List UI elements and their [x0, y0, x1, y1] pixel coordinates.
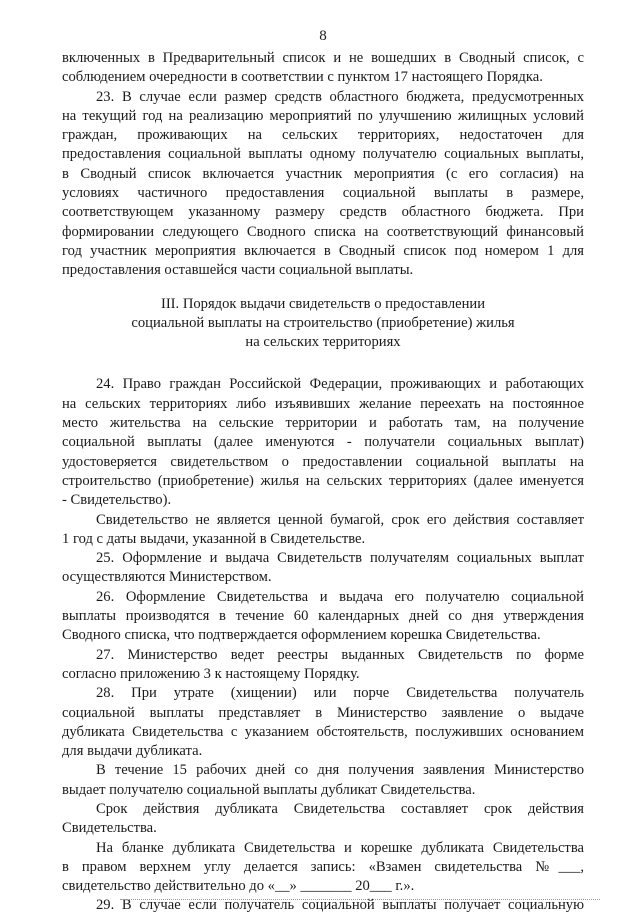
text-line: удостоверяется свидетельством о предоставлении социальной выплаты на: [62, 453, 584, 470]
text-line: условиях частичного предоставления социальной выплаты в размере,: [62, 185, 584, 202]
text-line: место жительства на сельские территории и работать там, на получение: [62, 415, 584, 432]
text-line: дубликата Свидетельства с указанием обстоятельств, послуживших основанием: [62, 723, 584, 740]
text-line: предоставления оставшейся части социальной выплаты.: [62, 262, 414, 279]
text-line: выдает получателю социальной выплаты дубликат Свидетельства.: [62, 781, 476, 798]
text-line: предоставления социальной выплаты одному получателю социальных выплаты,: [62, 146, 584, 163]
paragraph-28-validity: [62, 800, 584, 839]
text-line: Срок действия дубликата Свидетельства составляет срок действия: [96, 800, 584, 817]
paragraph-28-term: [62, 761, 584, 800]
text-line: 26. Оформление Свидетельства и выдача его получателю социальной: [96, 588, 584, 605]
paragraph-24: [62, 375, 584, 510]
text-line: 27. Министерство ведет реестры выданных Свидетельств по форме: [96, 646, 584, 663]
text-line: соблюдением очередности в соответствии с пунктом 17 настоящего Порядка.: [62, 69, 543, 86]
paragraph-23: [62, 88, 584, 281]
text-line: 28. При утрате (хищении) или порче Свидетельства получатель: [96, 685, 584, 702]
text-line: свидетельство действительно до «__» _______ 20___ г.».: [62, 878, 415, 895]
text-line: на текущий год на реализацию мероприятий по улучшению жилищных условий: [62, 107, 584, 124]
text-line: осуществляются Министерством.: [62, 569, 272, 586]
heading-line: на сельских территориях: [245, 334, 401, 351]
text-line: На бланке дубликата Свидетельства и корешке дубликата Свидетельства: [96, 839, 584, 856]
text-line: год участник мероприятия включается в Сводный список под номером 1 для: [62, 242, 584, 259]
paragraph-26: [62, 588, 584, 646]
text-line: для выдачи дубликата.: [62, 743, 203, 760]
text-line: формировании следующего Сводного списка на соответствующий финансовый: [62, 223, 584, 240]
paragraph-27: [62, 646, 584, 685]
text-line: граждан, проживающих на сельских территориях, недостаточен для: [62, 127, 584, 144]
text-line: В течение 15 рабочих дней со дня получения заявления Министерство: [96, 762, 584, 779]
text-line: на сельских территориях либо изъявивших желание переехать на постоянное: [62, 395, 584, 412]
text-line: выплаты производятся в течение 60 календарных дней со дня утверждения: [62, 608, 584, 625]
scan-bottom-edge: [120, 899, 600, 902]
text-line: Свидетельство не является ценной бумагой, срок его действия составляет: [96, 511, 584, 528]
text-line: Свидетельства.: [62, 820, 157, 837]
paragraph-continuation: [62, 49, 584, 88]
text-line: 24. Право граждан Российской Федерации, проживающих и работающих: [96, 376, 584, 393]
text-line: 25. Оформление и выдача Свидетельств получателям социальных выплат: [96, 550, 584, 567]
heading-line: III. Порядок выдачи свидетельств о предоставлении: [160, 295, 486, 312]
page-number: 8: [319, 28, 327, 44]
paragraph-28: [62, 684, 584, 761]
text-line: 23. В случае если размер средств областного бюджета, предусмотренных: [96, 88, 584, 105]
text-line: 29. В случае если получатель социальной выплаты получает социальную: [96, 897, 584, 914]
text-line: согласно приложению 3 к настоящему Порядку.: [62, 665, 360, 682]
text-line: социальной выплаты представляет в Министерство заявление о выдаче: [62, 704, 584, 721]
text-line: социальной выплаты (далее именуются - получатели социальных выплат): [62, 434, 584, 451]
text-line: строительство (приобретение) жилья на сельских территориях (далее именуется: [62, 472, 584, 489]
paragraph-28-record: [62, 839, 584, 897]
text-line: в правом верхнем углу делается запись: «Взамен свидетельства №___,: [62, 858, 584, 875]
heading-line: социальной выплаты на строительство (приобретение) жилья: [131, 314, 515, 331]
text-line: 1 год с даты выдачи, указанной в Свидетельстве.: [62, 530, 366, 547]
text-line: - Свидетельство).: [62, 492, 172, 509]
text-line: соответствующем указанному размеру средств областного бюджета. При: [62, 204, 584, 221]
paragraph-25: [62, 549, 584, 588]
text-line: включенных в Предварительный список и не вошедших в Сводный список, с: [62, 50, 584, 66]
text-line: Сводного списка, что подтверждается оформлением корешка Свидетельства.: [62, 627, 541, 644]
section-heading: [62, 295, 584, 353]
text-line: в Сводный список включается участник мероприятия (с его согласия) на: [62, 165, 584, 182]
paragraph-24-note: [62, 511, 584, 550]
